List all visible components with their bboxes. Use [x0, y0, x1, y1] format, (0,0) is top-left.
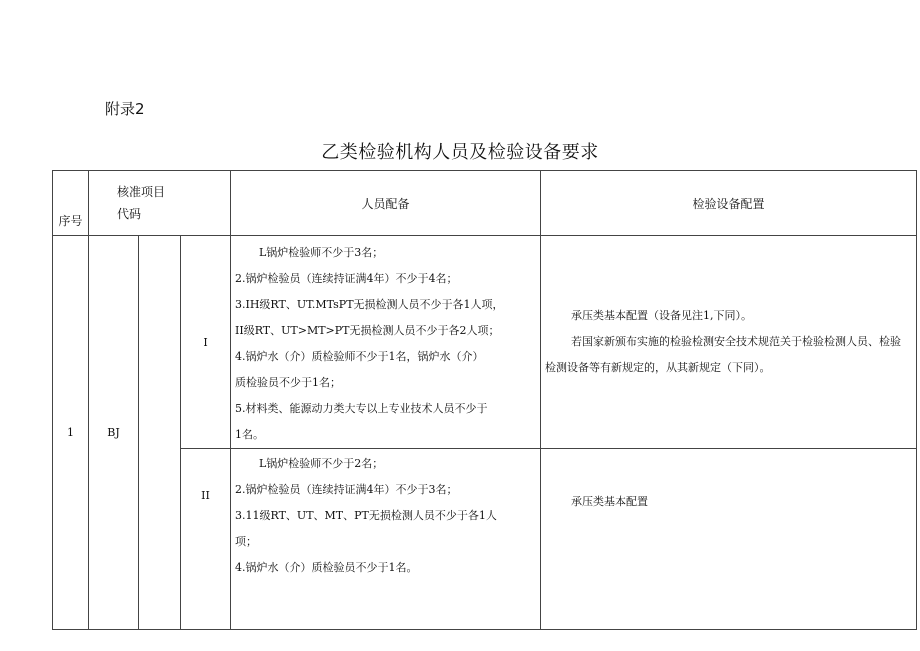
header-code-line2: 代码 — [117, 207, 142, 221]
header-staff: 人员配备 — [231, 171, 541, 236]
requirements-table-container — [52, 170, 901, 574]
document-title: 乙类检验机构人员及检验设备要求 — [321, 142, 599, 163]
staff-line: 2.锅炉检验员（连续持证满4年）不少于3名； — [235, 483, 458, 496]
staff-cell — [231, 236, 541, 449]
header-code — [89, 171, 231, 236]
spacer-cell — [139, 236, 181, 630]
level-cell: I — [181, 236, 231, 449]
table-row — [53, 449, 917, 630]
staff-line: II级RT、UT>MT>PT无损检测人员不少于各2人项； — [235, 324, 500, 337]
code-cell: BJ — [89, 236, 139, 630]
staff-line: 质检验员不少于1名； — [235, 376, 341, 389]
equipment-cell — [541, 236, 917, 449]
staff-line: 项； — [235, 535, 257, 548]
staff-line: 4.锅炉水（介）质检验员不少于1名。 — [235, 561, 418, 574]
staff-line: 5.材料类、能源动力类大专以上专业技术人员不少于 — [235, 402, 488, 415]
equipment-text: 若国家新颁布实施的检验检测安全技术规范关于检验检测人员、检验检测设备等有新规定的，从其新规定（下同）。 — [545, 335, 901, 374]
table-header-row — [53, 171, 917, 236]
level-cell: II — [181, 449, 231, 630]
equipment-text: 承压类基本配置（设备见注1,下同）。 — [571, 309, 752, 322]
staff-line: 3.IH级RT、UT.MTsPT无损检测人员不少于各1人项， — [235, 298, 504, 311]
header-code-line1: 核准项目 — [117, 185, 166, 199]
staff-line: 4.锅炉水（介）质检验师不少于1名，锅炉水（介） — [235, 350, 484, 363]
staff-line: 3.11级RT、UT、MT、PT无损检测人员不少于各1人 — [235, 509, 497, 522]
table-row — [53, 236, 917, 449]
staff-line: 2.锅炉检验员（连续持证满4年）不少于4名； — [235, 272, 458, 285]
staff-line: L锅炉检验师不少于3名； — [259, 246, 384, 259]
equipment-text: 承压类基本配置 — [571, 495, 648, 508]
header-equipment: 检验设备配置 — [541, 171, 917, 236]
equipment-cell — [541, 449, 917, 630]
staff-line: 1名。 — [235, 428, 264, 441]
seq-cell: 1 — [53, 236, 89, 630]
staff-line: L锅炉检验师不少于2名； — [259, 457, 384, 470]
appendix-label: 附录2 — [105, 100, 145, 118]
requirements-table — [52, 170, 917, 630]
staff-cell — [231, 449, 541, 630]
header-seq: 序号 — [53, 171, 89, 236]
